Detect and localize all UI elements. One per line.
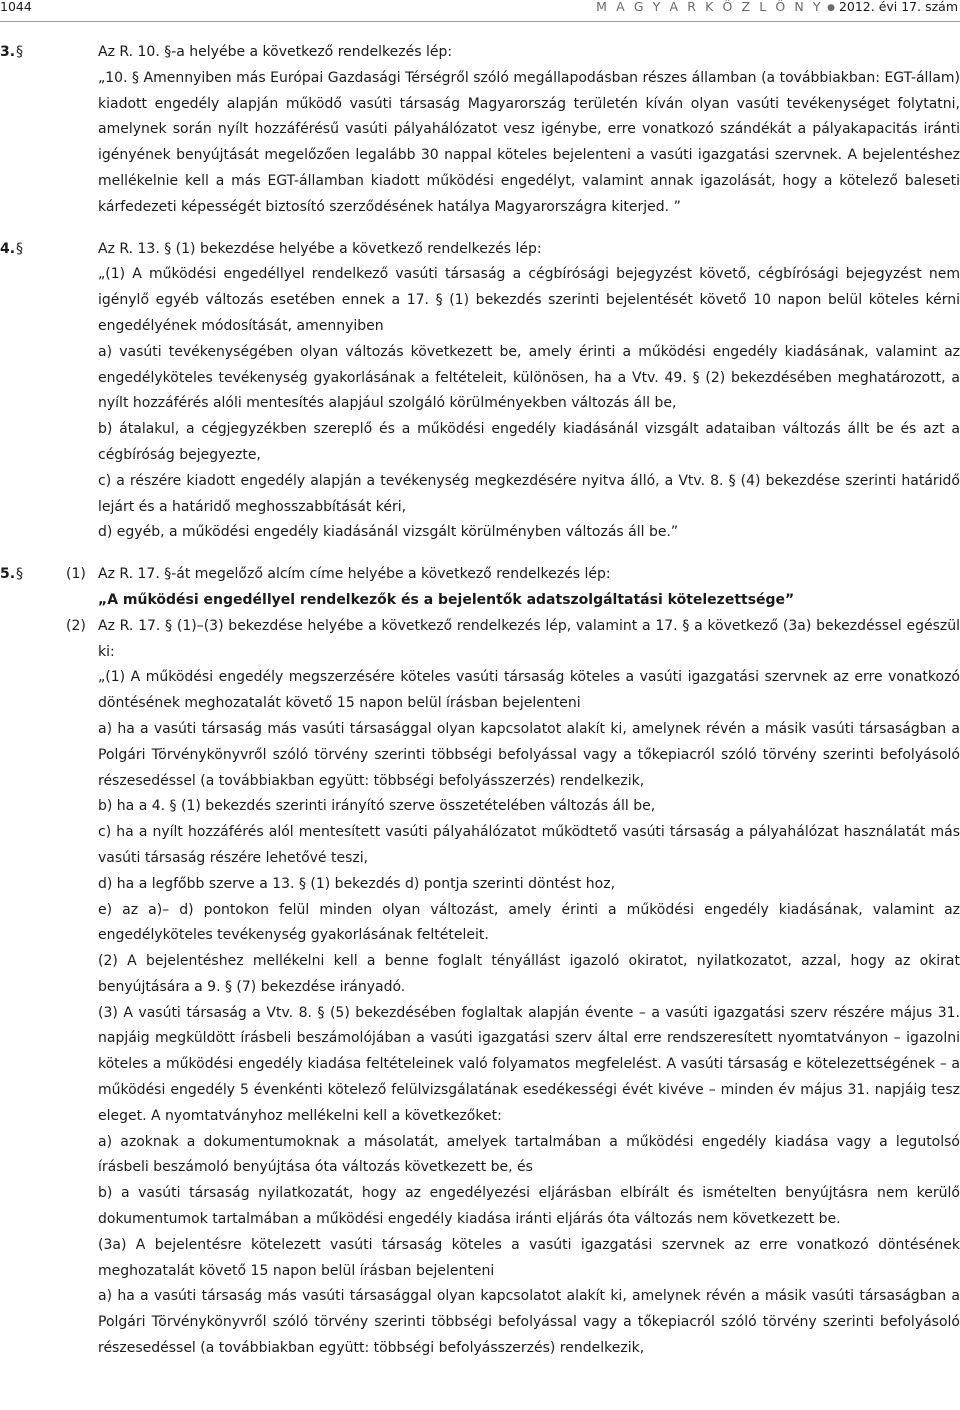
section-paragraph: c) a részére kiadott engedély alapján a tevékenység megkezdésére nyitva álló, a Vtv. 8. § (4) bekezdése szerinti határidő lejárt és a határidő meghosszabbítását kéri,	[98, 472, 960, 515]
section-paragraph: c) ha a nyílt hozzáférés alól mentesített vasúti pályahálózatot működtető vasúti társaság a pályahálózat használatát más vasúti társaság részére lehetővé teszi,	[98, 824, 960, 866]
section-paragraph: d) egyéb, a működési engedély kiadásánál vizsgált körülményben változás áll be.”	[98, 524, 679, 541]
document-body	[0, 40, 960, 1362]
section-paragraph: „(1) A működési engedély megszerzésére köteles vasúti társaság köteles a vasúti igazgatási szervnek az erre vonatkozó döntésének meghozatalát követő 15 napon belül írásban bejelenteni	[98, 669, 960, 712]
section-paragraph: d) ha a legfőbb szerve a 13. § (1) bekezdés d) pontja szerinti döntést hoz,	[98, 875, 616, 892]
section-number: 4.	[0, 240, 16, 257]
section-paragraph: (3) A vasúti társaság a Vtv. 8. § (5) bekezdésében foglaltak alapján évente – a vasúti igazgatási szerv részére május 31. napjáig megküldött írásbeli beszámolójában a vasúti igazgatási szerv által erre rendszeresített nyomtatványon – igazolni köteles a működési engedély kiadása feltételeinek való folyamatos megfelelést. A vasúti társaság e kötelezettségének – a működési engedély 5 évenkénti kötelező felülvizsgálatának esedékességi évét kivéve – minden év május 31. napjáig tesz eleget. A nyomtatványhoz mellékelni kell a következőket:	[98, 1004, 960, 1124]
journal-name: M A G Y A R K Ö Z L Ö N Y	[596, 0, 824, 14]
section-paragraph: „10. § Amennyiben más Európai Gazdasági Térségről szóló megállapodásban részes államban (a továbbiakban: EGT-állam) kiadott engedély alapján működő vasúti társaság Magyarország területén kíván olyan vasúti tevékenységet folytatni, amelynek során nyílt hozzáférésű vasúti pályahálózatot vesz igénybe, erre vonatkozó szándékát a pályakapacitás iránti igényének benyújtását megelőzően legalább 30 nappal köteles bejelenteni a vasúti igazgatási szervnek. A bejelentéshez mellékelnie kell a más EGT-államban kiadott működési engedélyt, valamint annak igazolását, hogy a kötelező baleseti kárfedezeti képességét biztosító szerződésének hatálya Magyarországra kiterjed. ”	[98, 69, 960, 215]
section-number: 5.	[0, 566, 16, 583]
subtitle-heading: „A működési engedéllyel rendelkezők és a bejelentők adatszolgáltatási kötelezettsége”	[98, 591, 795, 608]
section-paragraph: a) ha a vasúti társaság más vasúti társasággal olyan kapcsolatot alakít ki, amelynek révén a másik vasúti társaságban a Polgári Törvénykönyvről szóló törvény szerinti többségi befolyással vagy a tőkepiacról szóló törvény szerinti befolyásoló részesedéssel (a továbbiakban együtt: többségi befolyásszerzés) rendelkezik,	[98, 1288, 960, 1357]
paragraph-sign: §	[16, 44, 23, 60]
journal-title	[596, 0, 958, 15]
section-number: 3.	[0, 44, 16, 60]
section-paragraph: Az R. 10. §-a helyébe a következő rendelkezés lép:	[98, 44, 453, 60]
section-5-sub-1	[0, 562, 960, 614]
page-header	[0, 0, 960, 24]
issue-label: 2012. évi 17. szám	[838, 0, 958, 14]
section-paragraph: „(1) A működési engedéllyel rendelkező vasúti társaság a cégbírósági bejegyzést követő, cégbírósági bejegyzést nem igénylő egyéb változás esetében ennek a 17. § (1) bekezdés szerinti bejelentését követő 10 napon belül köteles kérni engedélyének módosítását, amennyiben	[98, 266, 960, 334]
section-paragraph: b) átalakul, a cégjegyzékben szereplő és a működési engedély kiadásánál vizsgált adataiban változás állt be és azt a cégbíróság bejegyezte,	[98, 421, 960, 463]
section-paragraph: Az R. 13. § (1) bekezdése helyébe a következő rendelkezés lép:	[98, 240, 542, 257]
section-paragraph: a) ha a vasúti társaság más vasúti társasággal olyan kapcsolatot alakít ki, amelynek révén a másik vasúti társaságban a Polgári Törvénykönyvről szóló törvény szerinti többségi befolyással vagy a tőkepiacról szóló törvény szerinti befolyásoló részesedéssel (a továbbiakban együtt: többségi befolyásszerzés) rendelkezik,	[98, 720, 960, 789]
section-paragraph: e) az a)– d) pontokon felül minden olyan változást, amely érinti a működési engedély kiadásának, valamint az engedélyköteles tevékenység gyakorlásának feltételeit.	[98, 901, 960, 944]
header-rule	[0, 21, 960, 22]
section-paragraph: (2) A bejelentéshez mellékelni kell a benne foglalt tényállást igazoló okiratot, nyilatkozatot, azzal, hogy az okirat benyújtására a 9. § (7) bekezdése irányadó.	[98, 953, 960, 995]
section-4	[0, 237, 960, 547]
section-paragraph: a) vasúti tevékenységében olyan változás következett be, amely érinti a működési engedély kiadásának, valamint az engedélyköteles tevékenység gyakorlásának a feltételeit, különösen, ha a Vtv. 49. § (2) bekezdésében meghatározott, a nyílt hozzáférés alóli mentesítés alapjául szolgáló körülményekben változás áll be,	[98, 343, 960, 412]
bullet-separator: ●	[827, 3, 835, 13]
section-paragraph: Az R. 17. § (1)–(3) bekezdése helyébe a következő rendelkezés lép, valamint a 17. § a következő (3a) bekezdéssel egészül ki:	[98, 617, 960, 660]
page-number: 1044	[0, 0, 32, 14]
section-3	[0, 40, 960, 221]
section-paragraph: b) ha a 4. § (1) bekezdés szerinti irányító szerve összetételében változás áll be,	[98, 798, 656, 815]
section-5-sub-2	[0, 614, 960, 1362]
paragraph-sign: §	[16, 566, 23, 583]
section-paragraph: a) azoknak a dokumentumoknak a másolatát, amelyek tartalmában a működési engedély kiadása vagy a legutolsó írásbeli beszámoló benyújtása óta változás következett be, és	[98, 1133, 960, 1176]
subsection-label: (2)	[66, 617, 86, 634]
subsection-label: (1)	[66, 566, 86, 583]
paragraph-sign: §	[16, 240, 23, 257]
section-paragraph: b) a vasúti társaság nyilatkozatát, hogy az engedélyezési eljárásban elbírált és ismételten benyújtásra nem kerülő dokumentumok tartalmában a működési engedély kiadása iránti eljárás óta változás nem következett be.	[98, 1185, 960, 1228]
section-paragraph: Az R. 17. §-át megelőző alcím címe helyébe a következő rendelkezés lép:	[98, 566, 611, 583]
section-paragraph: (3a) A bejelentésre kötelezett vasúti társaság köteles a vasúti igazgatási szervnek az erre vonatkozó döntésének meghozatalát követő 15 napon belül írásban bejelenteni	[98, 1236, 960, 1279]
